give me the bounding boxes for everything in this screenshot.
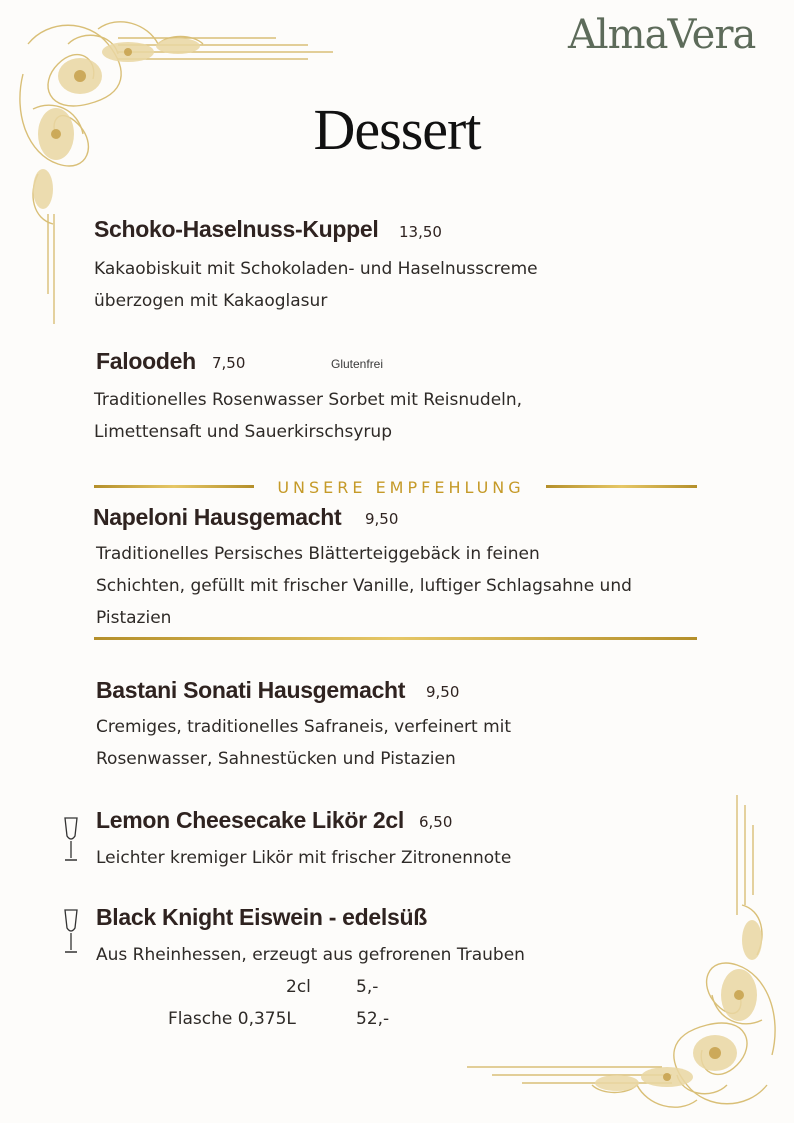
dietary-tag: Glutenfrei xyxy=(331,357,384,371)
description-line: Rosenwasser, Sahnestücken und Pistazien xyxy=(96,749,456,769)
item-description xyxy=(96,538,632,634)
brand-logo: AlmaVera xyxy=(568,12,756,58)
item-name: Faloodeh xyxy=(96,348,196,374)
description-line: überzogen mit Kakaoglasur xyxy=(94,291,328,311)
item-name: Lemon Cheesecake Likör 2cl xyxy=(96,807,404,833)
wine-glass-icon xyxy=(62,816,80,864)
description-line: Pistazien xyxy=(96,608,172,628)
item-description xyxy=(96,842,511,874)
recommendation-label: UNSERE EMPFEHLUNG xyxy=(277,478,525,497)
divider-line xyxy=(546,485,697,488)
description-line: Aus Rheinhessen, erzeugt aus gefrorenen Trauben xyxy=(96,945,525,965)
wine-glass-icon xyxy=(62,908,80,956)
divider-line xyxy=(94,485,254,488)
item-price: 6,50 xyxy=(419,813,453,831)
divider-line xyxy=(94,637,697,640)
item-price: 7,50 xyxy=(212,354,246,372)
item-description xyxy=(94,253,538,317)
item-name: Bastani Sonati Hausgemacht xyxy=(96,677,406,703)
size-label: 2cl xyxy=(286,977,311,997)
description-line: Kakaobiskuit mit Schokoladen- und Haselnusscreme xyxy=(94,259,538,279)
size-price: 5,- xyxy=(356,977,379,997)
item-description xyxy=(96,711,511,775)
size-price: 52,- xyxy=(356,1009,390,1029)
description-line: Limettensaft und Sauerkirschsyrup xyxy=(94,422,392,442)
description-line: Schichten, gefüllt mit frischer Vanille, luftiger Schlagsahne und xyxy=(96,576,632,596)
item-description xyxy=(96,939,525,971)
description-line: Leichter kremiger Likör mit frischer Zitronennote xyxy=(96,848,512,868)
page-title: Dessert xyxy=(313,97,481,162)
item-description xyxy=(94,384,522,448)
size-label: Flasche 0,375L xyxy=(168,1009,296,1029)
description-line: Traditionelles Persisches Blätterteiggebäck in feinen xyxy=(96,544,540,564)
item-price: 9,50 xyxy=(426,683,460,701)
item-name: Black Knight Eiswein - edelsüß xyxy=(96,904,427,930)
description-line: Cremiges, traditionelles Safraneis, verfeinert mit xyxy=(96,717,512,737)
item-name: Napeloni Hausgemacht xyxy=(93,504,342,530)
description-line: Traditionelles Rosenwasser Sorbet mit Reisnudeln, xyxy=(94,390,523,410)
item-name: Schoko-Haselnuss-Kuppel xyxy=(94,216,379,242)
item-price: 9,50 xyxy=(365,510,399,528)
item-price: 13,50 xyxy=(399,223,442,241)
